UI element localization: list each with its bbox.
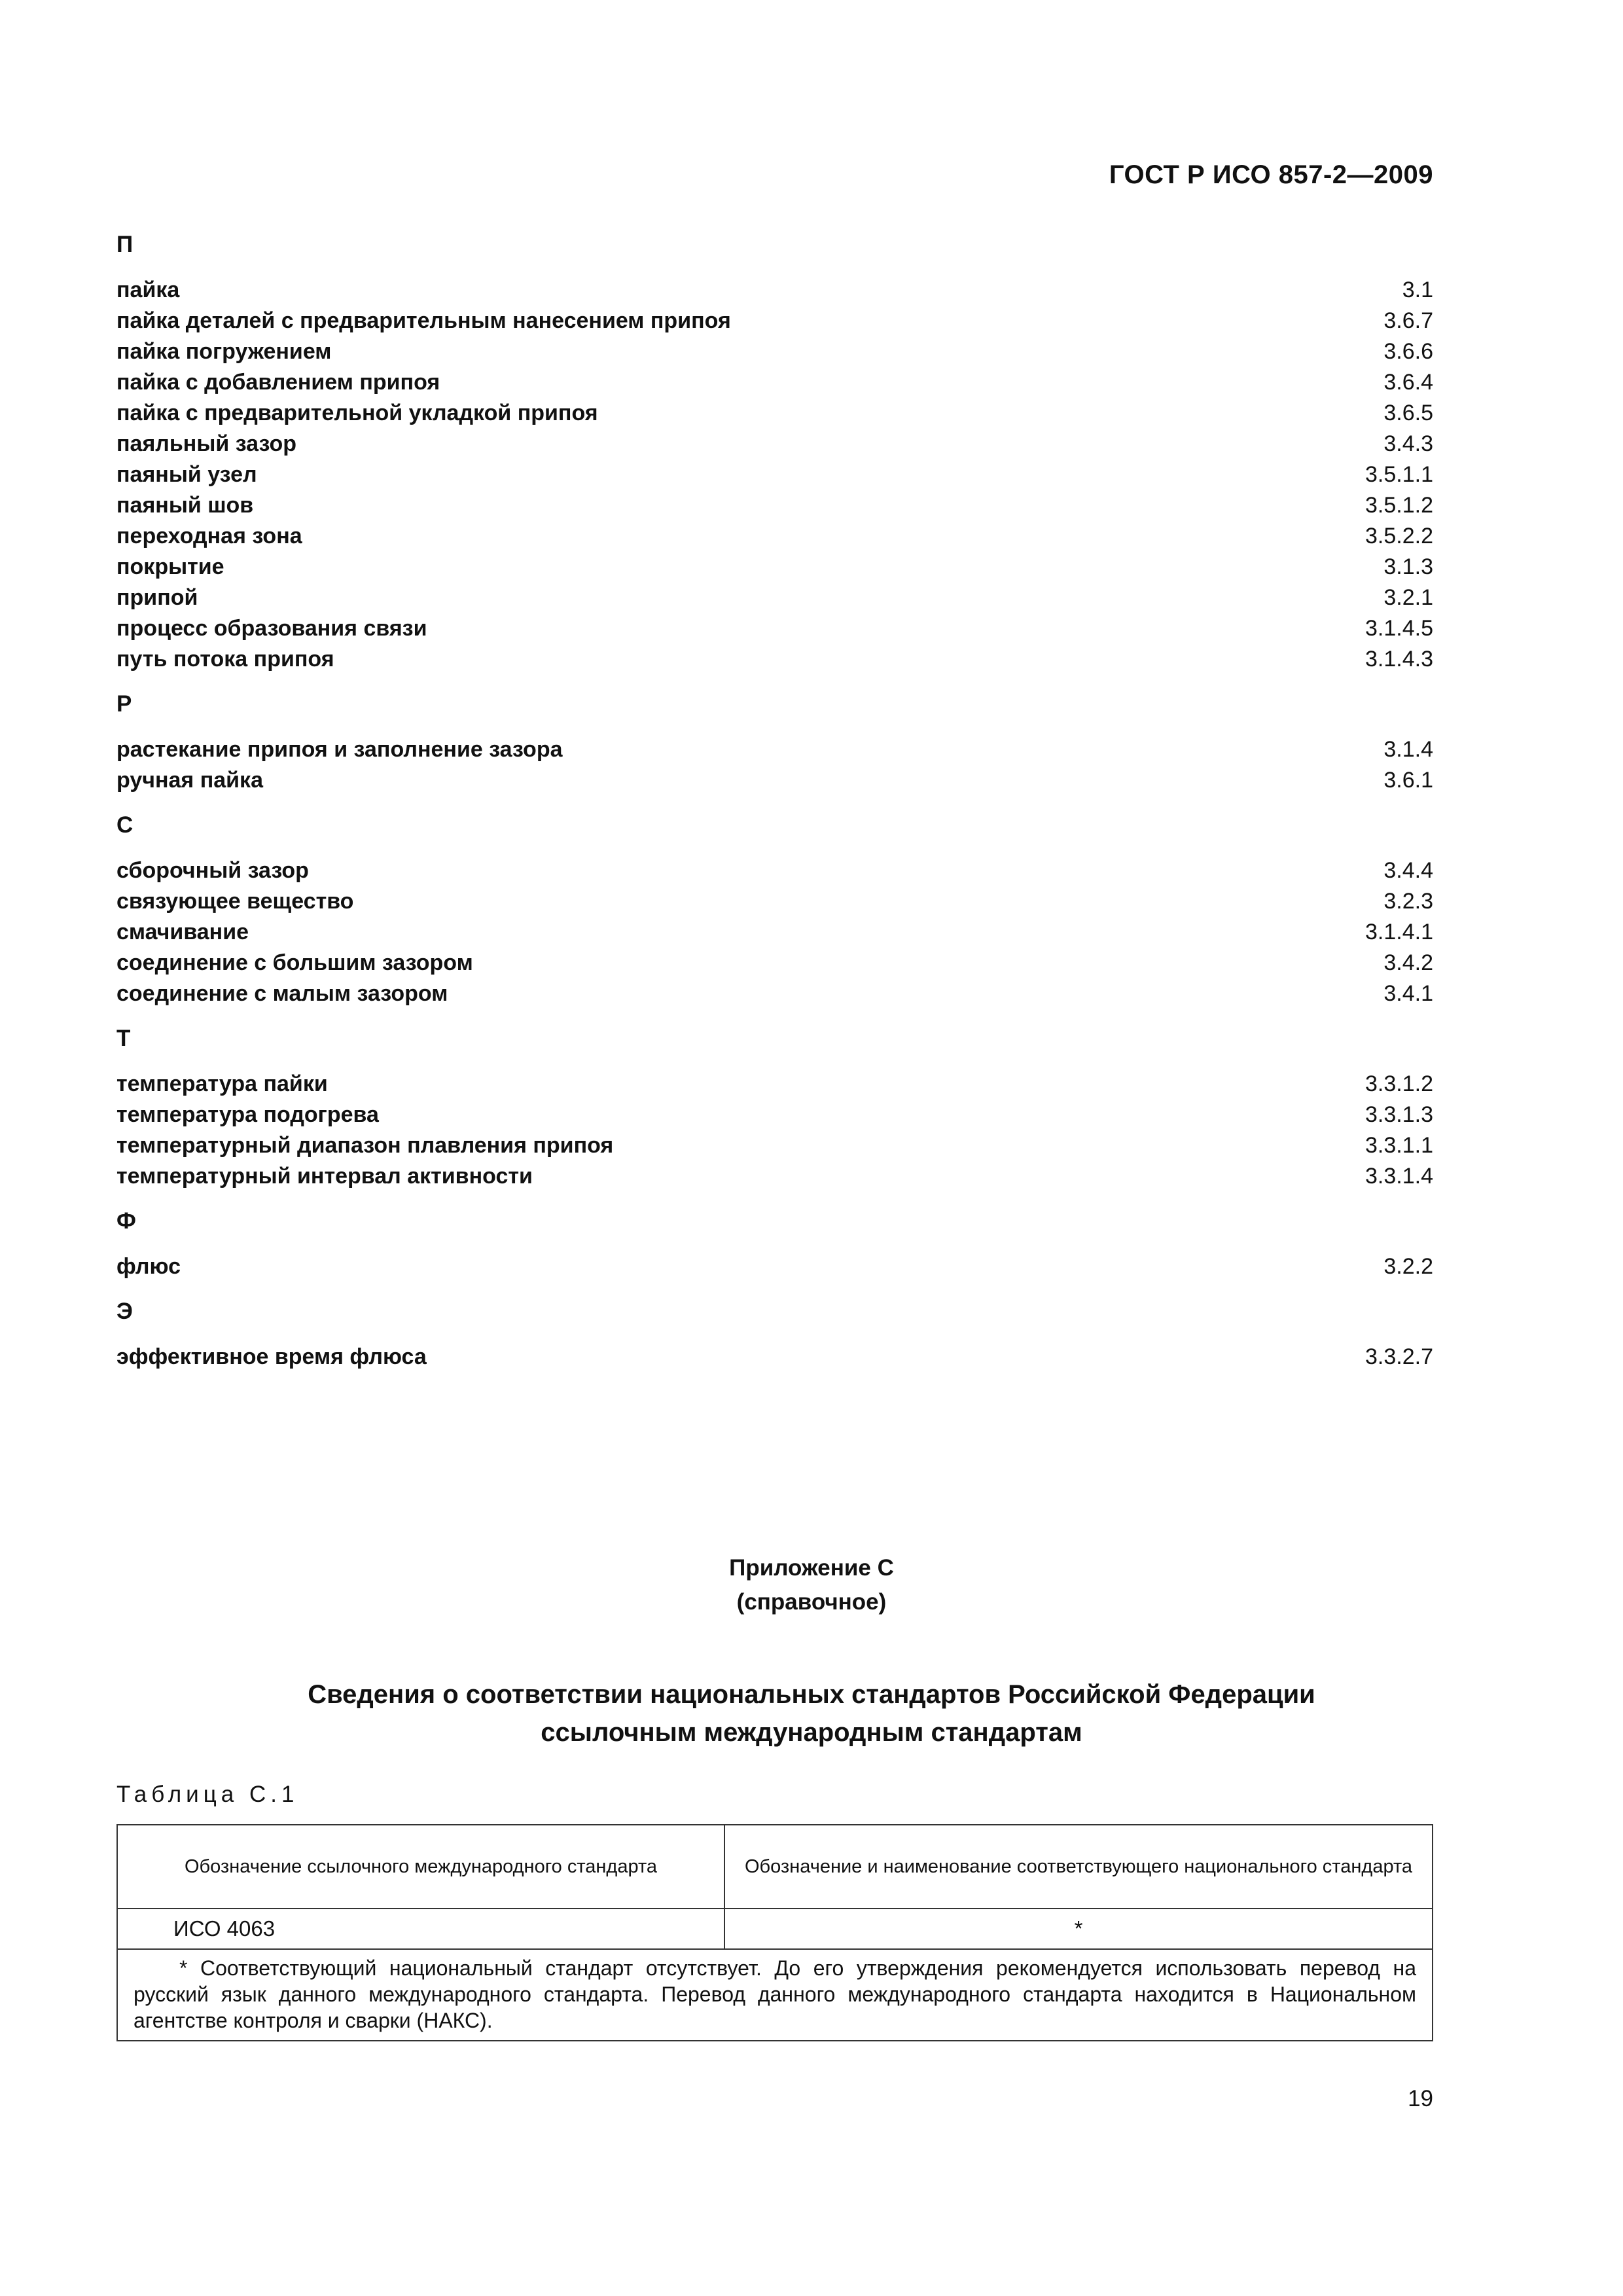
index-reference: 3.1.4.1 xyxy=(1365,920,1433,944)
index-entry xyxy=(116,613,1433,644)
index-reference: 3.2.3 xyxy=(1383,889,1433,914)
index-reference: 3.2.2 xyxy=(1383,1254,1433,1279)
index-reference: 3.6.5 xyxy=(1383,401,1433,425)
index-term: растекание припоя и заполнение зазора xyxy=(116,737,563,762)
index-entry xyxy=(116,886,1433,917)
index-entry xyxy=(116,552,1433,583)
footnote-text: * Соответствующий национальный стандарт отсутствует. До его утверждения рекомендуется использовать перевод на русский язык данного международного стандарта. Перевод данного международного стандарта находится в Национальном агентстве контроля и сварки (НАКС). xyxy=(134,1956,1416,2032)
index-term: температура пайки xyxy=(116,1071,328,1096)
index-reference: 3.5.2.2 xyxy=(1365,524,1433,548)
index-entry xyxy=(116,1130,1433,1161)
index-reference: 3.3.1.1 xyxy=(1365,1133,1433,1158)
index-entry xyxy=(116,275,1433,306)
heading-line-1: Сведения о соответствии национальных стандартов Российской Федерации xyxy=(308,1680,1315,1709)
index-term: эффективное время флюса xyxy=(116,1344,427,1369)
index-term: пайка xyxy=(116,278,180,302)
cell-international-standard: ИСО 4063 xyxy=(117,1909,724,1949)
index-entry xyxy=(116,490,1433,521)
index-reference: 3.4.1 xyxy=(1383,981,1433,1006)
index-entry xyxy=(116,306,1433,336)
index-reference: 3.6.4 xyxy=(1383,370,1433,395)
index-term: пайка с предварительной укладкой припоя xyxy=(116,401,598,425)
index-entry xyxy=(116,521,1433,552)
index-reference: 3.4.4 xyxy=(1383,858,1433,883)
index-group xyxy=(116,811,1433,1009)
index-group xyxy=(116,1024,1433,1192)
index-group xyxy=(116,1297,1433,1372)
index-entry xyxy=(116,1251,1433,1282)
heading-line-2: ссылочным международным стандартам xyxy=(541,1718,1082,1747)
index-reference: 3.6.6 xyxy=(1383,339,1433,364)
index-term: пайка погружением xyxy=(116,339,332,364)
index-group xyxy=(116,230,1433,675)
index-reference: 3.5.1.1 xyxy=(1365,462,1433,487)
index-term: процесс образования связи xyxy=(116,616,427,641)
index-term: соединение с малым зазором xyxy=(116,981,448,1006)
index-entry xyxy=(116,367,1433,398)
index-reference: 3.3.1.2 xyxy=(1365,1071,1433,1096)
index-term: температура подогрева xyxy=(116,1102,379,1127)
index-term: температурный интервал активности xyxy=(116,1164,533,1189)
index-term: температурный диапазон плавления припоя xyxy=(116,1133,614,1158)
page-number: 19 xyxy=(1408,2086,1433,2111)
index-term: пайка деталей с предварительным нанесением припоя xyxy=(116,308,731,333)
column-header-national: Обозначение и наименование соответствующего национального стандарта xyxy=(724,1825,1433,1909)
index-reference: 3.3.2.7 xyxy=(1365,1344,1433,1369)
index-group xyxy=(116,690,1433,796)
index-entry xyxy=(116,1342,1433,1372)
alphabetical-index xyxy=(116,230,1433,1388)
index-entry xyxy=(116,459,1433,490)
index-reference: 3.3.1.4 xyxy=(1365,1164,1433,1189)
index-entry xyxy=(116,917,1433,948)
index-entry xyxy=(116,1161,1433,1192)
table-footnote xyxy=(117,1949,1433,2041)
table-note-row xyxy=(117,1949,1433,2041)
index-letter: С xyxy=(116,812,134,838)
index-reference: 3.3.1.3 xyxy=(1365,1102,1433,1127)
table-header-row xyxy=(117,1825,1433,1909)
index-term: пайка с добавлением припоя xyxy=(116,370,440,395)
index-reference: 3.5.1.2 xyxy=(1365,493,1433,518)
index-letter: П xyxy=(116,232,134,257)
index-entry xyxy=(116,765,1433,796)
column-header-international: Обозначение ссылочного международного стандарта xyxy=(117,1825,724,1909)
index-reference: 3.6.1 xyxy=(1383,768,1433,793)
index-term: флюс xyxy=(116,1254,181,1279)
index-entry xyxy=(116,1069,1433,1100)
index-entry xyxy=(116,644,1433,675)
index-term: переходная зона xyxy=(116,524,302,548)
index-reference: 3.4.3 xyxy=(1383,431,1433,456)
index-entry xyxy=(116,734,1433,765)
index-term: соединение с большим зазором xyxy=(116,950,473,975)
index-entry xyxy=(116,855,1433,886)
index-term: припой xyxy=(116,585,198,610)
index-reference: 3.4.2 xyxy=(1383,950,1433,975)
annex-kind: (справочное) xyxy=(736,1589,887,1615)
index-entry xyxy=(116,948,1433,978)
index-reference: 3.1.4.3 xyxy=(1365,647,1433,672)
section-heading xyxy=(0,1676,1623,1751)
index-reference: 3.6.7 xyxy=(1383,308,1433,333)
index-term: паяльный зазор xyxy=(116,431,297,456)
table-row xyxy=(117,1909,1433,1949)
annex-block xyxy=(0,1551,1623,1619)
index-letter: Р xyxy=(116,691,132,717)
index-reference: 3.2.1 xyxy=(1383,585,1433,610)
index-term: ручная пайка xyxy=(116,768,263,793)
index-entry xyxy=(116,336,1433,367)
index-term: связующее вещество xyxy=(116,889,354,914)
index-term: сборочный зазор xyxy=(116,858,309,883)
annex-title: Приложение С xyxy=(729,1555,894,1581)
index-entry xyxy=(116,978,1433,1009)
index-letter: Э xyxy=(116,1299,133,1324)
index-term: покрытие xyxy=(116,554,224,579)
index-letter: Ф xyxy=(116,1208,136,1234)
index-entry xyxy=(116,429,1433,459)
index-term: смачивание xyxy=(116,920,249,944)
index-reference: 3.1.3 xyxy=(1383,554,1433,579)
index-letter: Т xyxy=(116,1026,131,1051)
index-reference: 3.1 xyxy=(1402,278,1433,302)
index-term: паяный шов xyxy=(116,493,254,518)
index-entry xyxy=(116,398,1433,429)
table-label: Таблица С.1 xyxy=(116,1782,299,1807)
index-term: паяный узел xyxy=(116,462,257,487)
index-reference: 3.1.4.5 xyxy=(1365,616,1433,641)
index-group xyxy=(116,1207,1433,1282)
index-entry xyxy=(116,583,1433,613)
cell-national-standard: * xyxy=(724,1909,1433,1949)
correspondence-table xyxy=(116,1824,1433,2041)
index-reference: 3.1.4 xyxy=(1383,737,1433,762)
index-term: путь потока припоя xyxy=(116,647,334,672)
index-entry xyxy=(116,1100,1433,1130)
standard-designation: ГОСТ Р ИСО 857-2—2009 xyxy=(1109,160,1433,189)
